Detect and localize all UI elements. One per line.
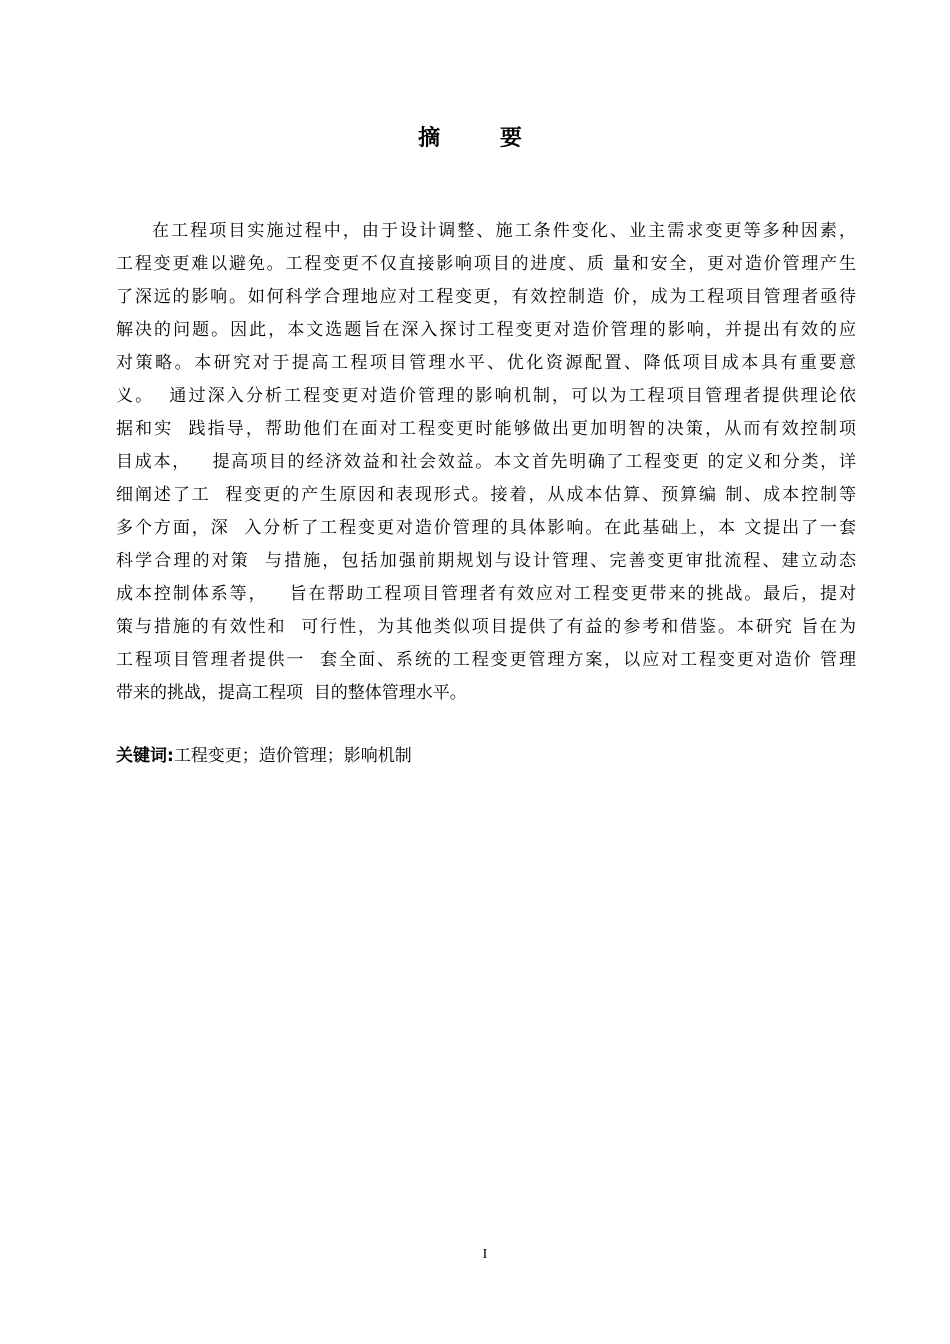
abstract-line: 了深远的影响。如何科学合理地应对工程变更，有效控制造 价，成为工程项目管理者亟待 [116, 287, 856, 307]
abstract-line: 工程变更难以避免。工程变更不仅直接影响项目的进度、质 量和安全，更对造价管理产生 [116, 254, 856, 274]
abstract-line: 对策略。本研究对于提高工程项目管理水平、优化资源配置、降低项目成本具有重要意 [116, 353, 856, 373]
abstract-line: 工程项目管理者提供一 套全面、系统的工程变更管理方案，以应对工程变更对造价 管理 [116, 650, 856, 670]
abstract-line: 带来的挑战，提高工程项 目的整体管理水平。 [116, 683, 467, 703]
page-title: 摘 要 [418, 125, 548, 151]
abstract-line: 细阐述了工 程变更的产生原因和表现形式。接着，从成本估算、预算编 制、成本控制等 [116, 485, 856, 505]
abstract-line: 义。 通过深入分析工程变更对造价管理的影响机制，可以为工程项目管理者提供理论依 [116, 386, 856, 406]
abstract-body [116, 215, 856, 710]
page-number: I [482, 1247, 488, 1262]
keywords-text: 工程变更；造价管理；影响机制 [173, 746, 412, 766]
abstract-line: 多个方面，深 入分析了工程变更对造价管理的具体影响。在此基础上，本 文提出了一套 [116, 518, 856, 538]
abstract-line: 科学合理的对策 与措施，包括加强前期规划与设计管理、完善变更审批流程、建立动态 [116, 551, 856, 571]
abstract-line: 解决的问题。因此，本文选题旨在深入探讨工程变更对造价管理的影响，并提出有效的应 [116, 320, 856, 340]
abstract-line: 在工程项目实施过程中，由于设计调整、施工条件变化、业主需求变更等多种因素， [152, 221, 856, 241]
abstract-line: 目成本， 提高项目的经济效益和社会效益。本文首先明确了工程变更 的定义和分类，详 [116, 452, 856, 472]
keywords-line [116, 741, 412, 771]
keywords-label: 关键词: [116, 746, 174, 766]
abstract-line: 策与措施的有效性和 可行性，为其他类似项目提供了有益的参考和借鉴。本研究 旨在为 [116, 617, 856, 637]
abstract-line: 成本控制体系等， 旨在帮助工程项目管理者有效应对工程变更带来的挑战。最后，提对 [116, 584, 856, 604]
abstract-line: 据和实 践指导，帮助他们在面对工程变更时能够做出更加明智的决策，从而有效控制项 [116, 419, 856, 439]
